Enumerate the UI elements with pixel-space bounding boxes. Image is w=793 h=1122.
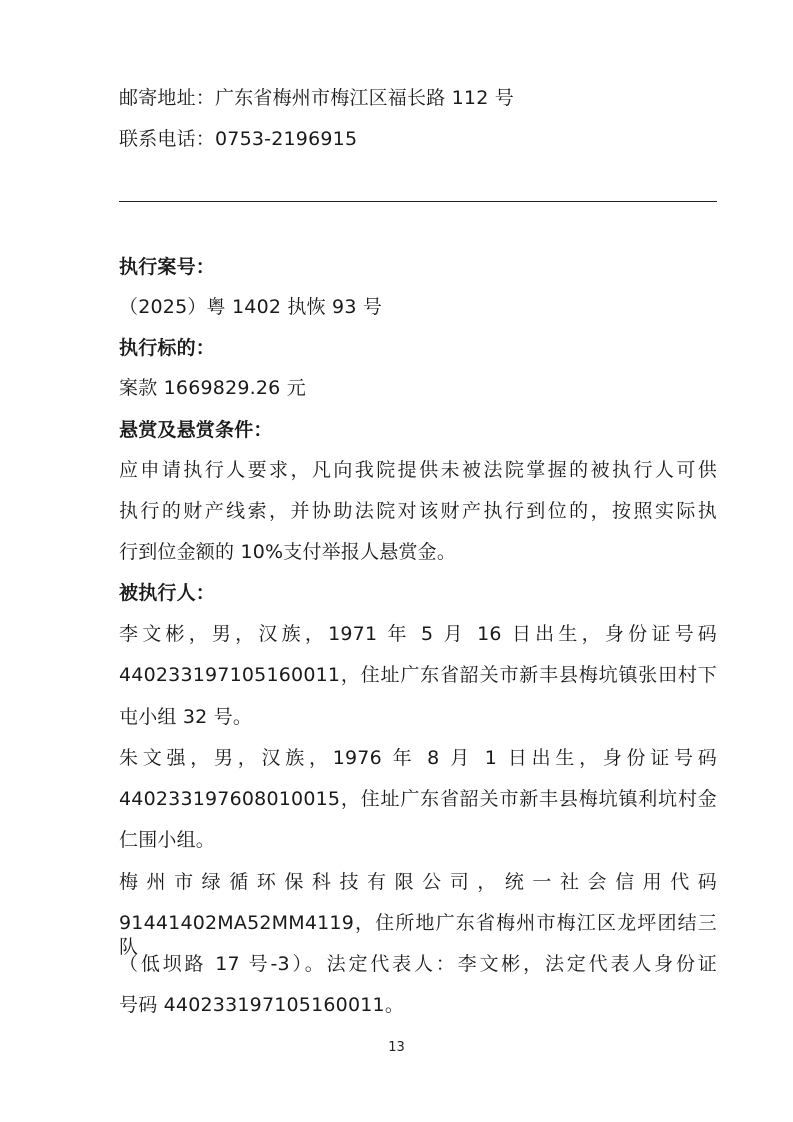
respondent-line: 仁围小组。 [119, 829, 216, 851]
reward-line: 应申请执行人要求，凡向我院提供未被法院掌握的被执行人可供 [119, 459, 717, 481]
section-divider [119, 201, 717, 202]
respondent-line: （低坝路 17 号-3）。法定代表人：李文彬，法定代表人身份证 [119, 953, 717, 975]
execution-target-value: 案款 1669829.26 元 [119, 377, 306, 399]
respondent-line: 91441402MA52MM4119，住所地广东省梅州市梅江区龙坪团结三队 [119, 912, 717, 958]
case-number-heading: 执行案号： [119, 256, 216, 278]
respondent-line: 号码 440233197105160011。 [119, 994, 405, 1016]
execution-target-heading: 执行标的： [119, 337, 216, 359]
reward-line: 行到位金额的 10%支付举报人悬赏金。 [119, 541, 457, 563]
respondent-line: 梅州市绿循环保科技有限公司，统一社会信用代码 [119, 871, 717, 893]
contact-address: 邮寄地址：广东省梅州市梅江区福长路 112 号 [119, 87, 514, 109]
respondent-line: 440233197608010015，住址广东省韶关市新丰县梅坑镇利坑村金 [119, 788, 717, 810]
respondent-line: 440233197105160011，住址广东省韶关市新丰县梅坑镇张田村下 [119, 664, 717, 686]
respondent-line: 屯小组 32 号。 [119, 706, 253, 728]
contact-phone: 联系电话：0753-2196915 [119, 128, 358, 150]
respondents-heading: 被执行人： [119, 582, 216, 604]
page-number: 13 [388, 1040, 405, 1055]
respondent-line: 朱文强，男，汉族，1976 年 8 月 1 日出生，身份证号码 [119, 747, 717, 769]
reward-heading: 悬赏及悬赏条件： [119, 419, 273, 441]
case-number-value: （2025）粤 1402 执恢 93 号 [119, 296, 383, 318]
reward-line: 执行的财产线索，并协助法院对该财产执行到位的，按照实际执 [119, 500, 717, 522]
respondent-line: 李文彬，男，汉族，1971 年 5 月 16 日出生，身份证号码 [119, 623, 717, 645]
